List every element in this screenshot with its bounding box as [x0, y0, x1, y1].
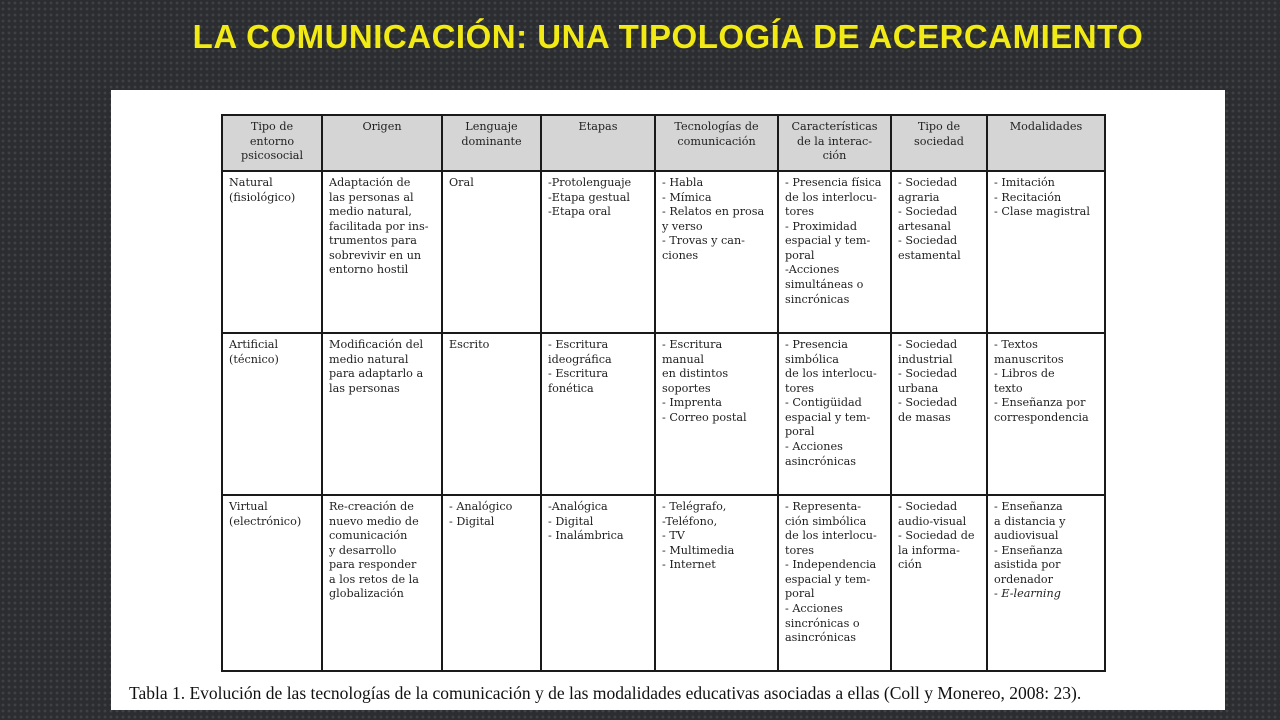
table-cell [891, 171, 987, 333]
column-header [541, 115, 655, 171]
cell-line: - Sociedad [898, 176, 958, 189]
cell-line: -Protolenguaje [548, 176, 632, 189]
cell-line: entorno hostil [329, 263, 409, 277]
cell-line: correspondencia [994, 410, 1089, 424]
cell-line: espacial y tem- [785, 410, 871, 424]
column-header [655, 115, 778, 171]
cell-line: -Etapa gestual [548, 190, 630, 204]
cell-line: - Relatos en prosa [662, 205, 765, 219]
cell-line: - Sociedad [898, 338, 958, 351]
column-header [322, 115, 442, 171]
cell-line: - Enseñanza por [994, 396, 1086, 410]
cell-line: las personas al [329, 190, 414, 204]
cell-line: ción [822, 149, 847, 163]
column-header [778, 115, 891, 171]
cell-line: tores [785, 543, 814, 557]
cell-line: sociedad [914, 134, 964, 148]
table-cell [322, 495, 442, 671]
cell-line: (técnico) [229, 352, 279, 366]
table-cell [442, 171, 541, 333]
table-cell [442, 333, 541, 495]
cell-line: - Escritura [548, 338, 609, 351]
cell-line: asistida por [994, 558, 1061, 572]
cell-line: Natural [229, 176, 273, 189]
cell-line: las personas [329, 381, 400, 395]
cell-line: - Analógico [449, 500, 513, 513]
cell-line: fonética [548, 381, 594, 395]
cell-line: - Digital [548, 514, 594, 528]
table-cell [987, 171, 1105, 333]
cell-line: la informa- [898, 543, 960, 557]
cell-line: espacial y tem- [785, 234, 871, 248]
cell-line: - Inalámbrica [548, 529, 624, 543]
cell-line: Tecnologías de [674, 120, 759, 133]
cell-line: Tipo de [917, 120, 961, 133]
cell-line: - Sociedad [898, 367, 958, 381]
cell-line: poral [785, 587, 815, 601]
column-header [442, 115, 541, 171]
cell-line: nuevo medio de [329, 514, 419, 528]
cell-line: texto [994, 381, 1023, 395]
cell-line: artesanal [898, 219, 951, 233]
cell-line: audiovisual [994, 529, 1059, 543]
cell-line: - Presencia [785, 338, 848, 351]
cell-line: de los interlocu- [785, 367, 877, 381]
table-cell [891, 333, 987, 495]
cell-line: a los retos de la [329, 572, 419, 586]
table-cell [655, 333, 778, 495]
cell-line: Lenguaje [465, 120, 518, 133]
cell-line: - Contigüidad [785, 396, 862, 410]
cell-line: - Sociedad [898, 396, 958, 410]
cell-line: ción [898, 558, 922, 572]
cell-line: - Sociedad [898, 500, 958, 513]
table-cell [987, 333, 1105, 495]
cell-line: Re-creación de [329, 500, 414, 513]
table-cell [322, 333, 442, 495]
table-cell [891, 495, 987, 671]
cell-line: espacial y tem- [785, 572, 871, 586]
cell-line: - Sociedad [898, 234, 958, 248]
table-cell [541, 333, 655, 495]
cell-line: simultáneas o [785, 277, 864, 291]
cell-line: manuscritos [994, 352, 1064, 366]
cell-line: - Digital [449, 514, 495, 528]
cell-line: Adaptación de [329, 176, 411, 189]
cell-line: Virtual [229, 500, 268, 513]
cell-line: ciones [662, 248, 699, 262]
cell-line: en distintos [662, 367, 729, 381]
cell-line: de la interac- [796, 134, 873, 148]
table-row [222, 333, 1105, 495]
table-cell [655, 495, 778, 671]
cell-line: de masas [898, 410, 951, 424]
cell-line: - Libros de [994, 367, 1055, 381]
cell-line: - Enseñanza [994, 500, 1063, 513]
cell-line: (fisiológico) [229, 190, 296, 204]
table-cell [222, 495, 322, 671]
cell-line: soportes [662, 381, 711, 395]
cell-line: Escrito [449, 338, 490, 351]
cell-line: - Sociedad de [898, 529, 975, 543]
cell-line: comunicación [677, 134, 756, 148]
cell-line: urbana [898, 381, 939, 395]
cell-line: sincrónicas [785, 292, 850, 306]
cell-line: poral [785, 425, 815, 439]
cell-line: - Multimedia [662, 543, 735, 557]
table-cell [778, 495, 891, 671]
cell-line: entorno [249, 134, 295, 148]
cell-line: - Sociedad [898, 205, 958, 219]
slide-title: LA COMUNICACIÓN: UNA TIPOLOGÍA DE ACERCAMIENTO [192, 18, 1144, 55]
table-image-sheet [111, 90, 1225, 710]
cell-line: simbólica [785, 352, 839, 366]
cell-line: para responder [329, 558, 417, 572]
cell-line: - Telégrafo, [662, 500, 727, 513]
cell-line: ción simbólica [785, 514, 867, 528]
cell-line: tores [785, 205, 814, 219]
cell-line: - TV [662, 529, 685, 543]
cell-line: - Enseñanza [994, 543, 1063, 557]
table-row [222, 495, 1105, 671]
cell-line: Modificación del [329, 338, 424, 351]
cell-line: -Etapa oral [548, 205, 611, 219]
table-cell [322, 171, 442, 333]
cell-line: asincrónicas [785, 631, 857, 645]
table-cell [655, 171, 778, 333]
cell-line: - Clase magistral [994, 205, 1090, 219]
cell-line: Tipo de [250, 120, 294, 133]
column-header [987, 115, 1105, 171]
table-cell [778, 171, 891, 333]
table-header-row [222, 115, 1105, 171]
cell-line: -Analógica [548, 500, 608, 513]
cell-line: globalización [329, 587, 404, 601]
cell-line: agraria [898, 190, 940, 204]
cell-line: - Escritura [548, 367, 609, 381]
cell-line: Artificial [229, 338, 279, 351]
table-cell [778, 333, 891, 495]
cell-line: - Correo postal [662, 410, 747, 424]
cell-line: - Proximidad [785, 219, 858, 233]
cell-line: Etapas [578, 120, 618, 133]
cell-line: dominante [461, 134, 522, 148]
cell-line: - Acciones [785, 601, 843, 615]
column-header [222, 115, 322, 171]
table-cell [541, 495, 655, 671]
cell-line: sobrevivir en un [329, 248, 422, 262]
cell-line: sincrónicas o [785, 616, 860, 630]
cell-line: - Recitación [994, 190, 1062, 204]
column-header [891, 115, 987, 171]
cell-line: -Acciones [785, 263, 840, 277]
cell-line: facilitada por ins- [329, 219, 429, 233]
cell-line: ordenador [994, 572, 1053, 586]
cell-line: Características [791, 120, 878, 133]
cell-line: - Habla [662, 176, 704, 189]
cell-line: - Representa- [785, 500, 862, 513]
cell-line: - Textos [994, 338, 1038, 351]
cell-line: Oral [449, 176, 474, 189]
cell-line: medio natural [329, 352, 409, 366]
cell-line: comunicación [329, 529, 408, 543]
table-cell [222, 171, 322, 333]
cell-line: poral [785, 248, 815, 262]
cell-line: - Independencia [785, 558, 877, 572]
cell-line: psicosocial [240, 149, 304, 163]
cell-line: estamental [898, 248, 961, 262]
cell-line: de los interlocu- [785, 529, 877, 543]
cell-line: tores [785, 381, 814, 395]
cell-line: -Teléfono, [662, 514, 718, 528]
cell-line: (electrónico) [229, 514, 302, 528]
table-cell [987, 495, 1105, 671]
cell-line: audio-visual [898, 514, 967, 528]
cell-line: a distancia y [994, 514, 1066, 528]
cell-line: y verso [662, 219, 703, 233]
cell-line: trumentos para [329, 234, 417, 248]
cell-line: - Imprenta [662, 396, 722, 410]
cell-line: industrial [898, 352, 953, 366]
table-cell [541, 171, 655, 333]
table-caption: Tabla 1. Evolución de las tecnologías de la comunicación y de las modalidades educativas asociadas a ellas (Coll y Monereo, 2008: 23). [129, 683, 1082, 703]
cell-line: - Internet [662, 558, 716, 572]
cell-line: para adaptarlo a [329, 367, 424, 381]
cell-line: - E-learning [994, 587, 1061, 601]
cell-line: - Mímica [662, 190, 712, 204]
cell-line: manual [662, 352, 704, 366]
cell-line: - Escritura [662, 338, 723, 351]
cell-line: Origen [362, 120, 402, 133]
cell-line: - Acciones [785, 439, 843, 453]
cell-line: - Imitación [994, 176, 1055, 189]
table-row [222, 171, 1105, 333]
cell-line: - Trovas y can- [662, 234, 745, 248]
cell-line: de los interlocu- [785, 190, 877, 204]
cell-line: ideográfica [548, 352, 612, 366]
table-cell [442, 495, 541, 671]
cell-line: medio natural, [329, 205, 412, 219]
cell-line: - Presencia física [785, 176, 882, 189]
communication-typology-table [221, 114, 1106, 672]
table-cell [222, 333, 322, 495]
cell-line: Modalidades [1009, 120, 1083, 133]
cell-line: asincrónicas [785, 454, 857, 468]
cell-line: y desarrollo [329, 543, 397, 557]
